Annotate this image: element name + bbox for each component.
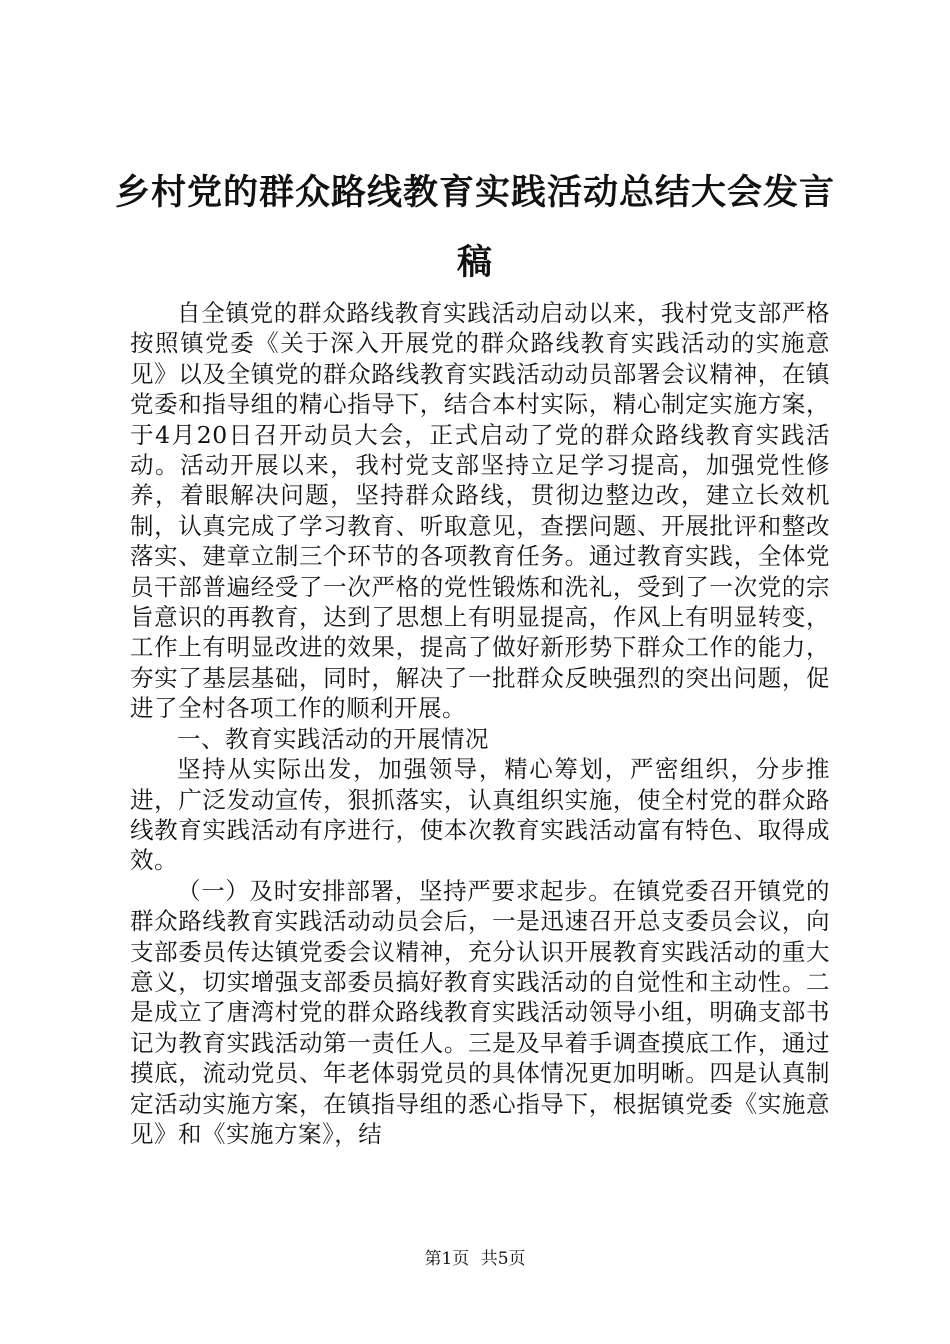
section-heading: 一、教育实践活动的开展情况	[177, 724, 489, 753]
page-total: 共5页	[480, 1249, 526, 1269]
page-number: 第1页	[424, 1249, 470, 1269]
document-body	[130, 298, 830, 1149]
paragraph-overview: 坚持从实际出发，加强领导，精心筹划，严密组织，分步推进，广泛发动宣传，狠抓落实，认真组织实施，使全村党的群众路线教育实践活动有序进行，使本次教育实践活动富有特色、取得成效。	[130, 755, 830, 875]
paragraph-intro: 自全镇党的群众路线教育实践活动启动以来，我村党支部严格按照镇党委《关于深入开展党的群众路线教育实践活动的实施意见》以及全镇党的群众路线教育实践活动动员部署会议精神，在镇党委和指导组的精心指导下，结合本村实际，精心制定实施方案，于4月20日召开动员大会，正式启动了党的群众路线教育实践活动。活动开展以来，我村党支部坚持立足学习提高，加强党性修养，着眼解决问题，坚持群众路线，贯彻边整边改，建立长效机制，认真完成了学习教育、听取意见，查摆问题、开展批评和整改落实、建章立制三个环节的各项教育任务。通过教育实践，全体党员干部普遍经受了一次严格的党性锻炼和洗礼，受到了一次党的宗旨意识的再教育，达到了思想上有明显提高，作风上有明显转变，工作上有明显改进的效果，提高了做好新形势下群众工作的能力，夯实了基层基础，同时，解决了一批群众反映强烈的突出问题，促进了全村各项工作的顺利开展。	[130, 299, 830, 723]
paragraph-subsection-1: （一）及时安排部署，坚持严要求起步。在镇党委召开镇党的群众路线教育实践活动动员会后，一是迅速召开总支委员会议，向支部委员传达镇党委会议精神，充分认识开展教育实践活动的重大意义，切实增强支部委员搞好教育实践活动的自觉性和主动性。二是成立了唐湾村党的群众路线教育实践活动领导小组，明确支部书记为教育实践活动第一责任人。三是及早着手调查摸底工作，通过摸底，流动党员、年老体弱党员的具体情况更加明晰。四是认真制定活动实施方案，在镇指导组的悉心指导下，根据镇党委《实施意见》和《实施方案》，结	[130, 876, 830, 1148]
document-title: 乡村党的群众路线教育实践活动总结大会发言稿	[114, 172, 835, 283]
page-footer	[0, 1244, 950, 1269]
